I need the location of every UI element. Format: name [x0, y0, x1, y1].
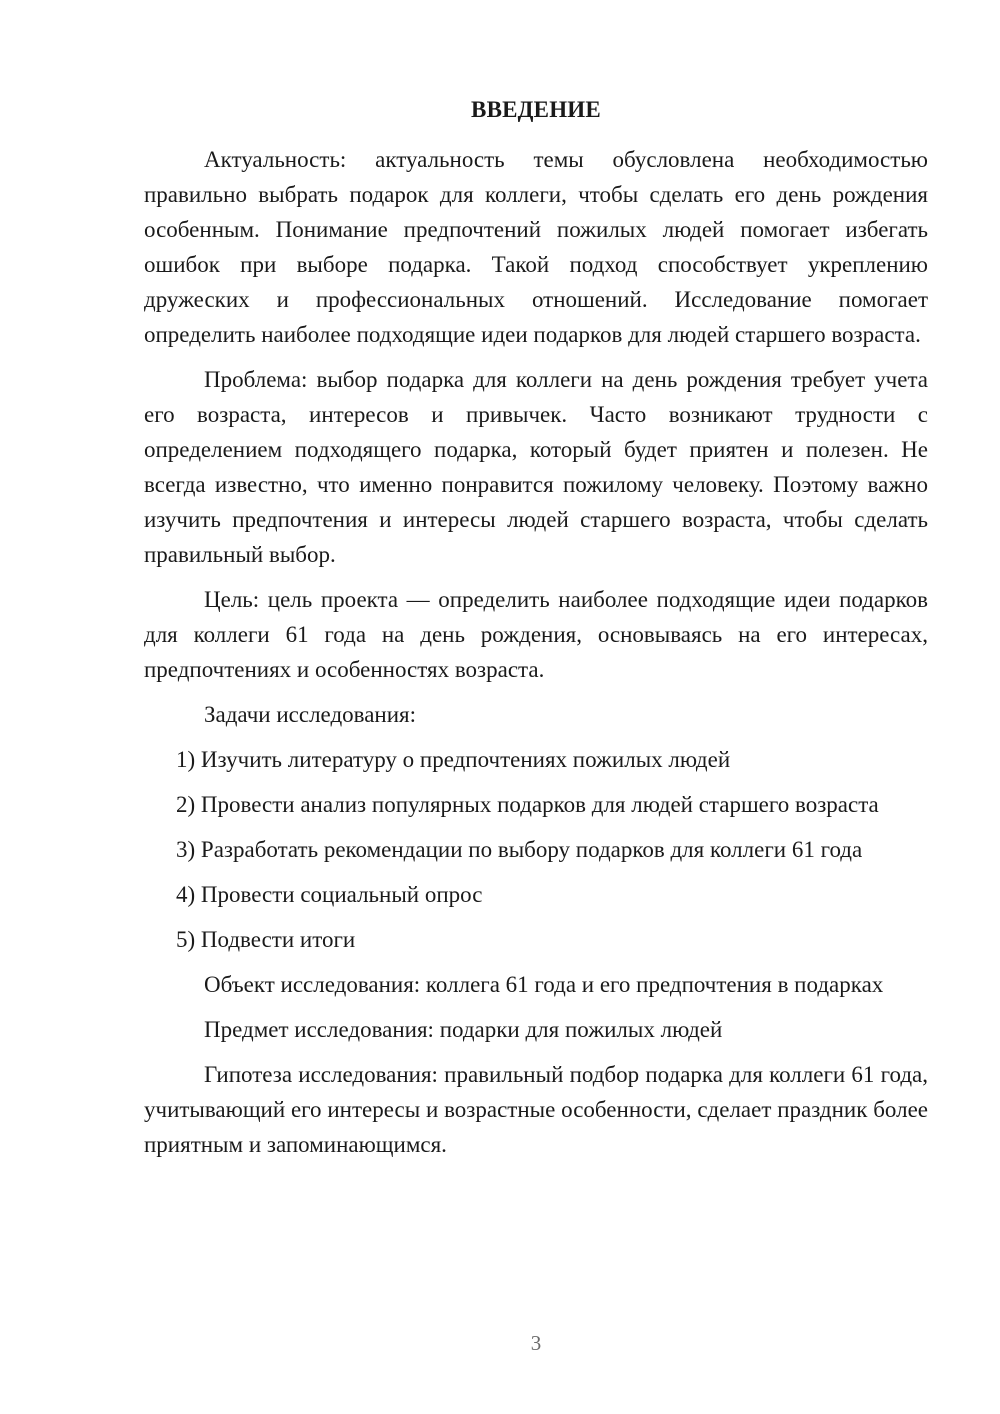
- task-item-2: 2) Провести анализ популярных подарков для людей старшего возраста: [176, 792, 879, 817]
- page-number: 3: [530, 1331, 542, 1355]
- relevance-paragraph: Актуальность: актуальность темы обусловлена необходимостью правильно выбрать подарок для коллеги, чтобы сделать его день рождения особенным. Понимание предпочтений пожилых людей помогает избегать ошибок при выборе подарка. Такой подход способствует укреплению дружеских и профессиональных отношений. Исследование помогает определить наиболее подходящие идеи подарков для людей старшего возраста.: [144, 147, 928, 347]
- subject-paragraph: Предмет исследования: подарки для пожилых людей: [204, 1017, 723, 1042]
- task-item-1: 1) Изучить литературу о предпочтениях пожилых людей: [176, 747, 731, 772]
- tasks-heading: Задачи исследования:: [204, 702, 417, 727]
- page-title: ВВЕДЕНИЕ: [471, 97, 601, 122]
- task-item-5: 5) Подвести итоги: [176, 927, 356, 952]
- object-paragraph: Объект исследования: коллега 61 года и его предпочтения в подарках: [204, 972, 884, 997]
- task-item-3: 3) Разработать рекомендации по выбору подарков для коллеги 61 года: [176, 837, 863, 862]
- goal-paragraph: Цель: цель проекта — определить наиболее подходящие идеи подарков для коллеги 61 года на день рождения, основываясь на его интересах, предпочтениях и особенностях возраста.: [144, 587, 928, 682]
- task-item-4: 4) Провести социальный опрос: [176, 882, 483, 907]
- document-body: [144, 142, 928, 1172]
- hypothesis-paragraph: Гипотеза исследования: правильный подбор подарка для коллеги 61 года, учитывающий его интересы и возрастные особенности, сделает праздник более приятным и запоминающимся.: [144, 1062, 928, 1157]
- problem-paragraph: Проблема: выбор подарка для коллеги на день рождения требует учета его возраста, интересов и привычек. Часто возникают трудности с определением подходящего подарка, который будет приятен и полезен. Не всегда известно, что именно понравится пожилому человеку. Поэтому важно изучить предпочтения и интересы людей старшего возраста, чтобы сделать правильный выбор.: [144, 367, 928, 567]
